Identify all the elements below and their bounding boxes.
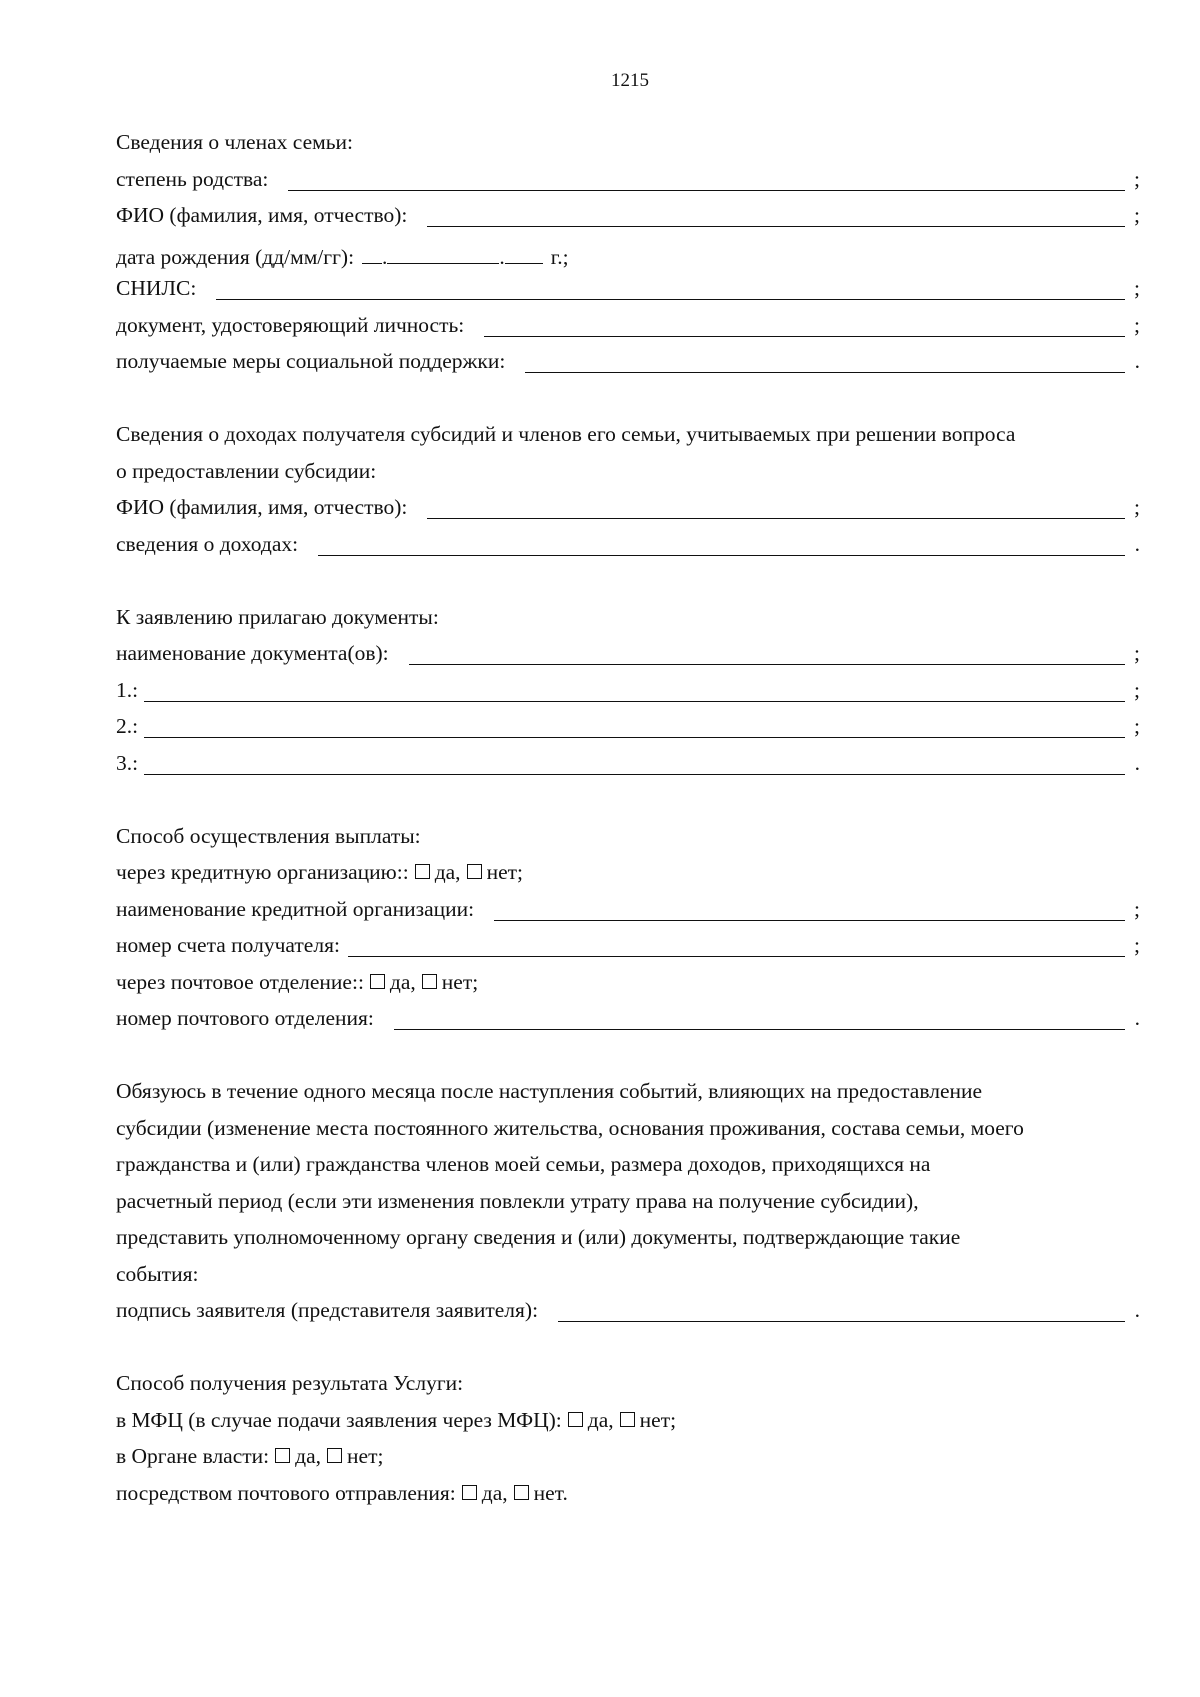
attachments-name-field[interactable] [409,638,1125,665]
account-label: номер счета получателя: [116,933,340,957]
signature-label: подпись заявителя (представителя заявителя): [116,1298,539,1322]
result-heading-text: Способ получения результата Услуги: [116,1371,464,1395]
mail-label: посредством почтового отправления: [116,1480,456,1505]
credit-org-no-label: нет; [486,860,523,884]
family-fio-field[interactable] [427,200,1125,227]
family-heading [116,124,1140,161]
signature-terminator: . [1134,1298,1140,1322]
relation-terminator: ; [1134,166,1140,191]
mail-no-label: нет. [533,1480,568,1505]
obligation-line-1 [116,1073,1140,1110]
account-terminator: ; [1134,933,1140,957]
family-fio-terminator: ; [1134,203,1140,227]
birth-row [116,234,1140,271]
obligation-line-3 [116,1146,1140,1183]
spacer [116,380,1140,417]
mail-yes-checkbox[interactable] [462,1485,477,1500]
obligation-line-2 [116,1110,1140,1147]
authority-no-checkbox[interactable] [327,1448,342,1463]
income-info-field[interactable] [318,529,1125,556]
attachment-2-label: 2.: [116,714,139,738]
snils-field[interactable] [216,273,1125,300]
birth-year-suffix: г.; [550,244,569,269]
attachment-2-field[interactable] [144,711,1125,738]
mfc-row [116,1402,1140,1439]
post-no-label: нет; [441,969,479,994]
income-fio-terminator: ; [1134,495,1140,519]
attachment-1-field[interactable] [144,675,1125,702]
obligation-line-3-text: гражданства и (или) гражданства членов моей семьи, размера доходов, приходящихся на [116,1152,931,1176]
signature-row [116,1292,1140,1329]
credit-name-field[interactable] [494,894,1125,921]
obligation-line-6 [116,1256,1140,1293]
mail-no-checkbox[interactable] [514,1485,529,1500]
page-number: 1215 [611,70,649,91]
account-field[interactable] [348,930,1125,957]
mfc-label: в МФЦ (в случае подачи заявления через МФЦ): [116,1407,562,1432]
income-heading-1 [116,416,1140,453]
post-number-row [116,1000,1140,1037]
snils-label: СНИЛС: [116,276,197,300]
obligation-line-4-text: расчетный период (если эти изменения повлекли утрату права на получение субсидии), [116,1188,919,1213]
mfc-yes-label: да, [587,1407,614,1432]
attachment-3-label: 3.: [116,750,139,775]
spacer [116,1329,1140,1366]
relation-row [116,161,1140,198]
mail-yes-label: да, [481,1480,508,1505]
obligation-line-1-text: Обязуюсь в течение одного месяца после наступления событий, влияющих на предоставление [116,1079,983,1103]
attachment-3-field[interactable] [144,748,1125,775]
attachment-1-row [116,672,1140,709]
id-doc-terminator: ; [1134,312,1140,337]
post-number-label: номер почтового отделения: [116,1006,374,1030]
attachment-3-terminator: . [1134,750,1140,775]
id-doc-label: документ, удостоверяющий личность: [116,312,465,337]
account-row [116,927,1140,964]
relation-field[interactable] [288,164,1125,191]
credit-name-row [116,891,1140,928]
support-label: получаемые меры социальной поддержки: [116,349,506,373]
authority-yes-checkbox[interactable] [275,1448,290,1463]
post-row [116,964,1140,1001]
birth-day-field[interactable] [362,237,382,264]
birth-dot-1: . [382,244,388,269]
attachment-2-terminator: ; [1134,714,1140,738]
attachments-heading [116,599,1140,636]
credit-org-row [116,854,1140,891]
spacer [116,781,1140,818]
support-terminator: . [1134,349,1140,373]
authority-no-label: нет; [347,1444,384,1468]
credit-org-label: через кредитную организацию:: [116,860,409,884]
credit-org-yes-checkbox[interactable] [415,864,430,879]
income-fio-field[interactable] [427,492,1125,519]
birth-label: дата рождения (дд/мм/гг): [116,244,355,269]
mfc-yes-checkbox[interactable] [568,1412,583,1427]
income-heading-1-text: Сведения о доходах получателя субсидий и членов его семьи, учитываемых при решении вопроса [116,422,1016,446]
income-info-terminator: . [1134,531,1140,556]
obligation-line-6-text: события: [116,1261,199,1286]
relation-label: степень родства: [116,166,269,191]
post-no-checkbox[interactable] [422,974,437,989]
spacer [116,1037,1140,1074]
post-number-field[interactable] [394,1003,1125,1030]
income-heading-2-text: о предоставлении субсидии: [116,458,377,483]
credit-name-terminator: ; [1134,896,1140,921]
family-fio-label: ФИО (фамилия, имя, отчество): [116,203,408,227]
post-yes-checkbox[interactable] [370,974,385,989]
attachment-3-row [116,745,1140,782]
spacer [116,562,1140,599]
income-heading-2 [116,453,1140,490]
result-heading [116,1365,1140,1402]
mfc-no-checkbox[interactable] [620,1412,635,1427]
payment-heading-text: Способ осуществления выплаты: [116,823,421,848]
support-field[interactable] [525,346,1125,373]
post-label: через почтовое отделение:: [116,969,364,994]
attachments-heading-text: К заявлению прилагаю документы: [116,604,439,629]
attachment-1-terminator: ; [1134,677,1140,702]
attachment-1-label: 1.: [116,677,139,702]
family-heading-text: Сведения о членах семьи: [116,130,354,154]
birth-dot-2: . [499,244,505,269]
attachments-name-row [116,635,1140,672]
income-fio-row [116,489,1140,526]
obligation-line-5 [116,1219,1140,1256]
birth-month-field[interactable] [387,237,499,264]
obligation-line-5-text: представить уполномоченному органу сведения и (или) документы, подтверждающие такие [116,1225,961,1249]
income-info-row [116,526,1140,563]
signature-field[interactable] [558,1295,1125,1322]
income-info-label: сведения о доходах: [116,531,299,556]
birth-year-field[interactable] [505,237,543,264]
id-doc-row [116,307,1140,344]
authority-yes-label: да, [295,1444,322,1468]
attachments-name-terminator: ; [1134,641,1140,665]
family-fio-row [116,197,1140,234]
attachments-name-label: наименование документа(ов): [116,641,389,665]
authority-row [116,1438,1140,1475]
snils-row [116,270,1140,307]
mail-row [116,1475,1140,1512]
attachment-2-row [116,708,1140,745]
credit-org-no-checkbox[interactable] [467,864,482,879]
credit-org-yes-label: да, [434,860,461,884]
mfc-no-label: нет; [639,1407,677,1432]
post-number-terminator: . [1134,1006,1140,1030]
obligation-line-4 [116,1183,1140,1220]
post-yes-label: да, [389,969,416,994]
id-doc-field[interactable] [484,310,1125,337]
obligation-line-2-text: субсидии (изменение места постоянного жительства, основания проживания, состава семьи, моего [116,1115,1024,1140]
authority-label: в Органе власти: [116,1444,270,1468]
form-content [116,124,1140,1511]
credit-name-label: наименование кредитной организации: [116,896,475,921]
snils-terminator: ; [1134,276,1140,300]
payment-heading [116,818,1140,855]
support-row [116,343,1140,380]
income-fio-label: ФИО (фамилия, имя, отчество): [116,495,408,519]
